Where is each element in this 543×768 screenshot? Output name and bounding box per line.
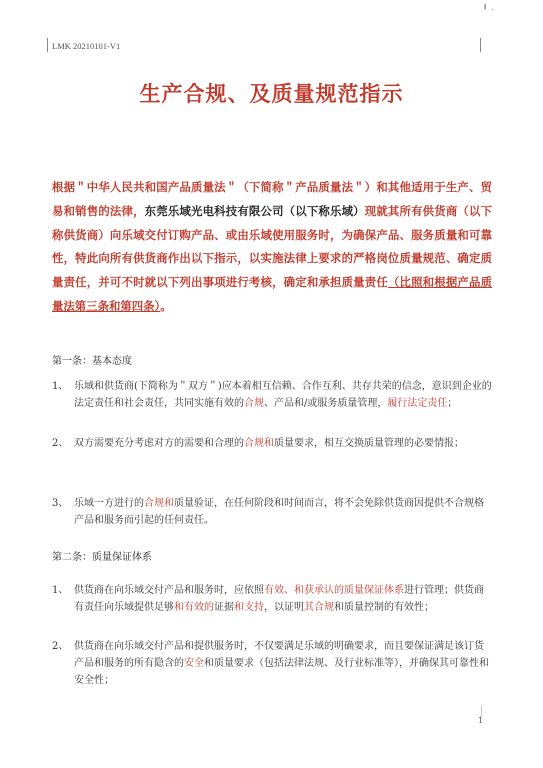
item-number: 1、 (52, 585, 69, 596)
item-text: 证据 (214, 602, 234, 613)
item-number: 1、 (52, 381, 69, 392)
item-text: ； (447, 398, 458, 409)
corner-mark: ╹ · (482, 5, 495, 16)
intro-legal-reference: （比照和根据产品质量法第三条和第四条） (52, 275, 492, 313)
item-highlight: 合规和 (144, 498, 174, 509)
list-item (52, 435, 492, 452)
list-item (52, 495, 492, 529)
item-highlight: 履行法定责任 (387, 398, 448, 409)
item-highlight: 和有效的 (174, 602, 214, 613)
item-text: 乐域和供货商(下简称为＂双方＂)应本着相互信赖、合作互利、共存共荣的信念，意识到企业的法定责任和社会责任，共同实施有效的 (74, 381, 492, 409)
item-text: 、产品和/或服务质量管理， (264, 398, 388, 409)
document-title: 生产合规、及质量规范指示 (139, 81, 404, 106)
list-item (52, 582, 492, 616)
item-number: 3、 (52, 498, 69, 509)
item-highlight: 安全 (184, 658, 204, 669)
item-text: 质量验证，在任何阶段和时间而言，将不会免除供货商因提供不合规格产品和服务而引起的任何责任。 (74, 498, 484, 526)
item-text: ，以证明 (264, 602, 304, 613)
intro-paragraph (52, 176, 492, 319)
item-highlight: 合规和 (244, 438, 274, 449)
intro-part-1: 根据＂中华人民共和国产品质量法＂（下简称＂产品质量法＂）和其他适用于生产、贸易和销售的法律， (52, 180, 492, 218)
item-text: 双方需要充分考虑对方的需要和合理的 (74, 438, 244, 449)
item-highlight: 合规 (244, 398, 264, 409)
item-text: 乐域一方进行的 (74, 498, 144, 509)
item-text: 和质量控制的有效性； (334, 602, 434, 613)
page-number: 1 (478, 716, 484, 725)
item-highlight: 其合规 (304, 602, 334, 613)
section-heading-1: 第一条：基本态度 (52, 356, 132, 367)
list-item (52, 638, 492, 689)
header-divider-left (47, 38, 48, 52)
item-highlight: 有效、和获承认的质量保证体系 (264, 585, 404, 596)
header-divider-right (480, 38, 481, 52)
item-text: 供货商在向乐域交付产品和服务时，应依照 (74, 585, 264, 596)
section-heading-2: 第二条：质量保证体系 (52, 552, 152, 563)
item-number: 2、 (52, 641, 69, 652)
company-name: 东莞乐域光电科技有限公司（以下称乐域） (144, 203, 365, 218)
item-highlight: 和支持 (234, 602, 264, 613)
intro-part-2: 现就其所有供货商（以下称供货商）向乐域交付订购产品、或由乐域使用服务时，为确保产品、服务质量和可靠性，特此向所有供货商作出以下指示，以实施法律上要求的严格岗位质量规范、确定质量责任，并可不时就以下列出事项进行考核，确定和承担质量责任 (52, 203, 492, 290)
item-text: 和质量要求（包括法律法规、及行业标准等），并确保其可靠性和安全性； (74, 658, 489, 686)
intro-end: 。 (160, 298, 172, 313)
item-text: 进行管理；供货商有责任向乐域提供足够 (74, 585, 484, 613)
document-code: LMK 20210101-V1 (52, 41, 121, 51)
item-number: 2、 (52, 438, 69, 449)
item-text: 质量要求，相互交换质量管理的必要情报； (274, 438, 464, 449)
item-text: 供货商在向乐域交付产品和提供服务时，不仅要满足乐域的明确要求，而且要保证满足该订货产品和服务的所有隐含的 (74, 641, 484, 669)
list-item (52, 378, 492, 412)
